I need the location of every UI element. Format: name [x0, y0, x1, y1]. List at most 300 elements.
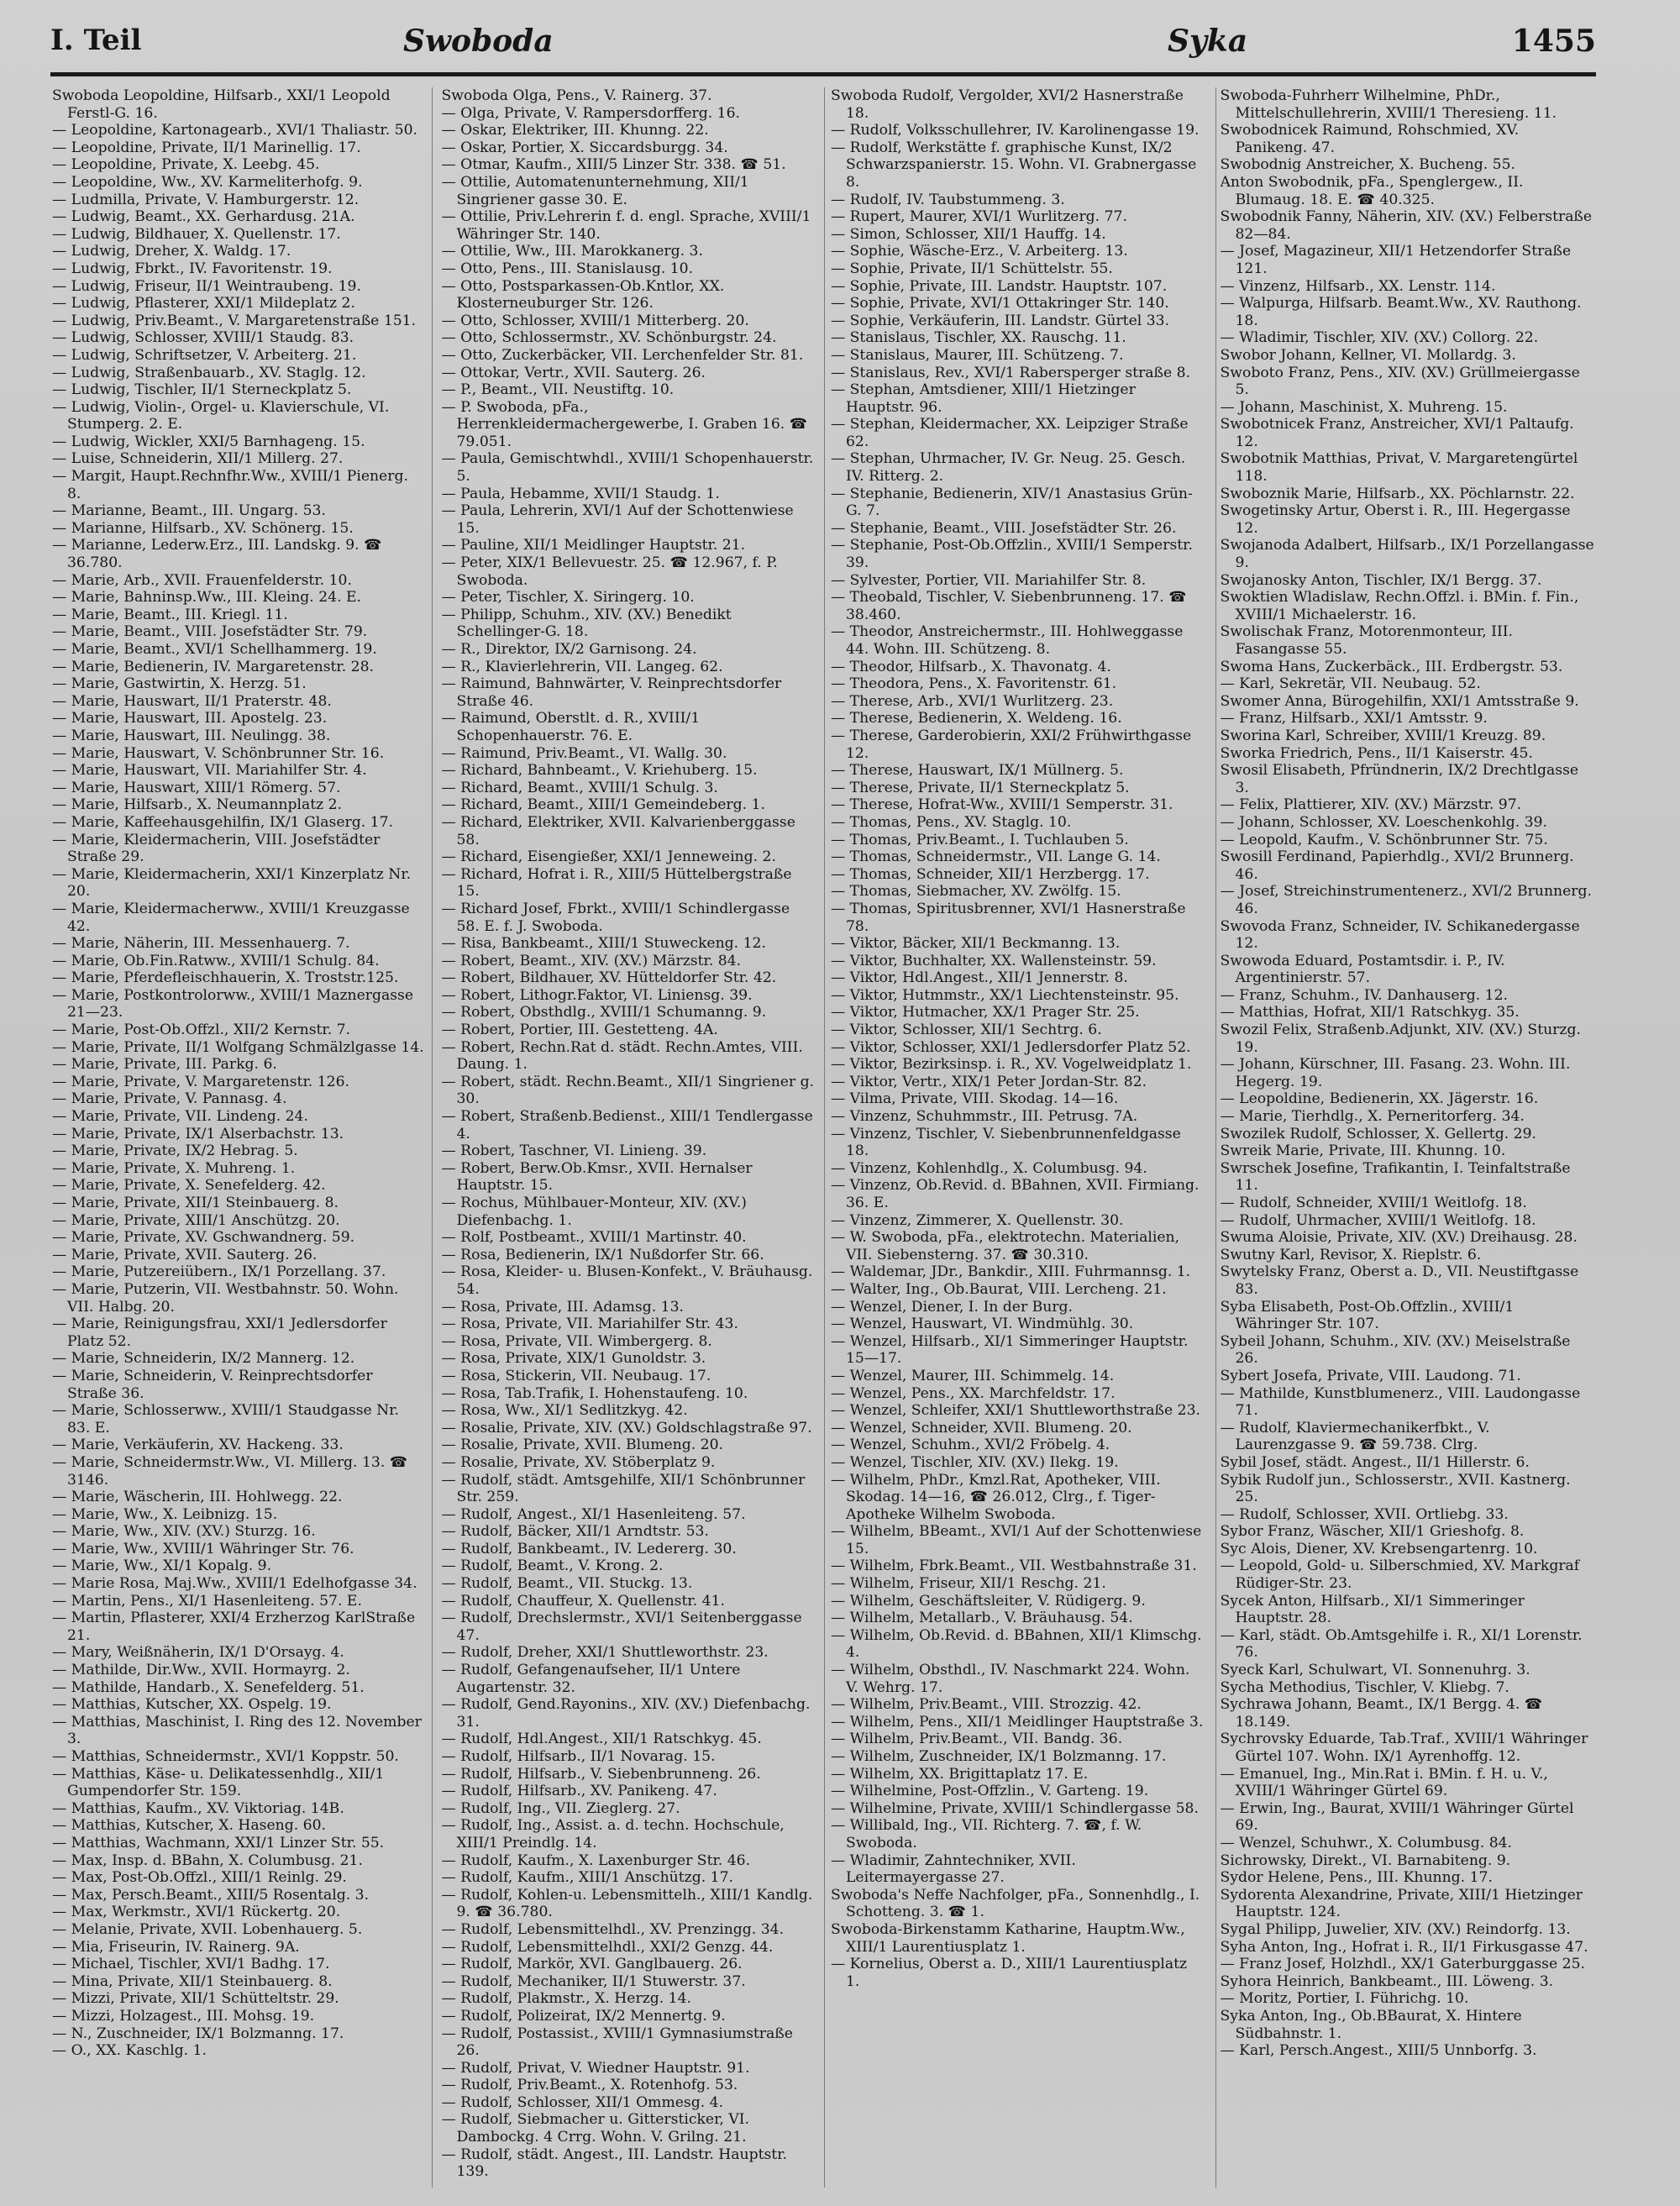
directory-entry: — Otto, Pens., III. Stanislausg. 10.: [441, 260, 694, 277]
directory-entry: — Rudolf, Hdl.Angest., XII/1 Ratschkyg. 45.: [441, 1731, 762, 1748]
directory-entry: — Matthias, Wachmann, XXI/1 Linzer Str. 55.: [52, 1834, 385, 1851]
directory-entry: — Marie, Private, X. Muhreng. 1.: [52, 1159, 296, 1177]
directory-entry: — Rosa, Ww., XI/1 Sedlitzkyg. 42.: [441, 1402, 688, 1420]
directory-entry: Swozilek Rudolf, Schlosser, X. Gellertg. 29.: [1220, 1125, 1536, 1142]
directory-entry: — Mina, Private, XII/1 Steinbauerg. 8.: [52, 1972, 333, 1990]
directory-entry: — Ludwig, Beamt., XX. Gerhardusg. 21A.: [52, 208, 355, 226]
directory-entry: — Richard, Beamt., XIII/1 Gemeindeberg. 1.: [441, 796, 765, 814]
directory-entry: — Karl, Persch.Angest., XIII/5 Unnborfg. 3.: [1220, 2042, 1537, 2060]
directory-entry: Sychrovsky Eduarde, Tab.Traf., XVIII/1 Währinger Gürtel 107. Wohn. IX/1 Ayrenhoffg. 12.: [1220, 1731, 1588, 1765]
directory-entry: — Rudolf, städt. Angest., III. Landstr. Hauptstr. 139.: [441, 2146, 788, 2181]
directory-entry: — Leopoldine, Kartonagearb., XVI/1 Thaliastr. 50.: [52, 122, 417, 139]
directory-entry: — Rudolf, IV. Taubstummeng. 3.: [831, 191, 1065, 208]
directory-entry: — Rudolf, Volksschullehrer, IV. Karolinengasse 19.: [831, 122, 1200, 139]
directory-entry: — Robert, städt. Rechn.Beamt., XII/1 Singriener g. 30.: [441, 1073, 815, 1108]
directory-entry: Sychrawa Johann, Beamt., IX/1 Bergg. 4. ☎ 18.149.: [1220, 1696, 1543, 1731]
directory-entry: — Marie, Hauswart, VII. Mariahilfer Str. 4.: [52, 762, 367, 780]
directory-entry: Swoboda Olga, Pens., V. Rainerg. 37.: [441, 87, 712, 104]
directory-entry: — Ludwig, Wickler, XXI/5 Barnhageng. 15.: [52, 433, 365, 450]
directory-entry: — R., Direktor, IX/2 Garnisong. 24.: [441, 641, 697, 658]
directory-entry: — Rudolf, Drechslermstr., XVI/1 Seitenberggasse 47.: [441, 1610, 802, 1644]
directory-entry: — Marie, Private, XII/1 Steinbauerg. 8.: [52, 1195, 339, 1211]
directory-entry: — Oskar, Elektriker, III. Khunng. 22.: [441, 122, 709, 139]
directory-entry: — Rosa, Tab.Trafik, I. Hohenstaufeng. 10.: [441, 1384, 748, 1402]
directory-entry: — Rudolf, Bankbeamt., IV. Ledererg. 30.: [441, 1540, 737, 1557]
directory-entry: — Marie, Bahninsp.Ww., III. Kleing. 24. E.: [52, 589, 362, 607]
directory-entry: — Peter, Tischler, X. Siringerg. 10.: [441, 589, 695, 607]
directory-entry: — Franz, Schuhm., IV. Danhauserg. 12.: [1220, 986, 1508, 1004]
directory-entry: Anton Swobodnik, pFa., Spenglergew., II. Blumaug. 18. E. ☎ 40.325.: [1220, 173, 1524, 208]
directory-entry: — Marie, Pferdefleischhauerin, X. Troststr.125.: [52, 969, 399, 987]
directory-entry: — Vinzenz, Schuhmmstr., III. Petrusg. 7A.: [831, 1108, 1138, 1126]
directory-entry: — Mathilde, Handarb., X. Senefelderg. 51.: [52, 1678, 365, 1696]
directory-entry: — Wilhelm, Fbrk.Beamt., VII. Westbahnstraße 31.: [831, 1557, 1197, 1575]
directory-entry: — Marie, Hauswart, V. Schönbrunner Str. 16.: [52, 744, 385, 762]
directory-entry: — Robert, Beamt., XIV. (XV.) Märzstr. 84.: [441, 952, 742, 969]
directory-entry: — Marie, Schneiderin, V. Reinprechtsdorfer Straße 36.: [52, 1367, 373, 1402]
directory-entry: — Wenzel, Maurer, III. Schimmelg. 14.: [831, 1367, 1115, 1384]
directory-entry: — Rosa, Kleider- u. Blusen-Konfekt., V. Bräuhausg. 54.: [441, 1263, 813, 1298]
directory-entry: Sycek Anton, Hilfsarb., XI/1 Simmeringer Hauptstr. 28.: [1220, 1592, 1525, 1627]
directory-entry: — Rudolf, Werkstätte f. graphische Kunst, IX/2 Schwarzspanierstr. 15. Wohn. VI. Grabnergasse 8.: [831, 139, 1197, 191]
directory-entry: — Wenzel, Tischler, XIV. (XV.) Ilekg. 19.: [831, 1453, 1119, 1471]
directory-entry: — W. Swoboda, pFa., elektrotechn. Materialien, VII. Siebensterng. 37. ☎ 30.310.: [831, 1229, 1180, 1263]
directory-entry: — Waldemar, JDr., Bankdir., XIII. Fuhrmannsg. 1.: [831, 1263, 1191, 1281]
directory-entry: — Marie, Beamt., VIII. Josefstädter Str. 79.: [52, 623, 368, 641]
directory-entry: — Ottilie, Automatenunternehmung, XII/1 Singriener gasse 30. E.: [441, 173, 749, 208]
directory-columns: [52, 87, 1594, 2188]
directory-entry: — Richard, Elektriker, XVII. Kalvarienberggasse 58.: [441, 813, 795, 848]
directory-entry: — Leopold, Gold- u. Silberschmied, XV. Markgraf Rüdiger-Str. 23.: [1220, 1557, 1580, 1593]
directory-entry: — Rudolf, Priv.Beamt., X. Rotenhofg. 53.: [441, 2077, 738, 2094]
directory-entry: — Max, Werkmstr., XVI/1 Rückertg. 20.: [52, 1904, 341, 1921]
directory-entry: — Stephanie, Bedienerin, XIV/1 Anastasius Grün-G. 7.: [831, 485, 1193, 520]
directory-entry: Swobodnig Anstreicher, X. Bucheng. 55.: [1220, 156, 1515, 174]
directory-entry: — Wilhelm, XX. Brigittaplatz 17. E.: [831, 1765, 1089, 1783]
directory-entry: — Marie, Putzerin, VII. Westbahnstr. 50. Wohn. VII. Halbg. 20.: [52, 1280, 399, 1316]
directory-entry: — Therese, Bedienerin, X. Weldeng. 16.: [831, 710, 1122, 727]
directory-entry: — Viktor, Buchhalter, XX. Wallensteinstr. 59.: [831, 952, 1157, 969]
directory-entry: — Franz Josef, Holzhdl., XX/1 Gaterburggasse 25.: [1220, 1956, 1585, 1973]
directory-entry: — Sophie, Private, XVI/1 Ottakringer Str. 140.: [831, 295, 1169, 313]
directory-entry: — Ludwig, Tischler, II/1 Sterneckplatz 5.: [52, 381, 352, 399]
directory-entry: — Robert, Lithogr.Faktor, VI. Liniensg. 39.: [441, 986, 753, 1004]
directory-entry: — P. Swoboda, pFa., Herrenkleidermachergewerbe, I. Graben 16. ☎ 79.051.: [441, 398, 808, 450]
directory-entry: — Rudolf, Lebensmittelhdl., XXI/2 Genzg. 44.: [441, 1938, 774, 1956]
directory-entry: — Marie, Ww., X. Leibnizg. 15.: [52, 1505, 278, 1523]
directory-entry: — Viktor, Hdl.Angest., XII/1 Jennerstr. 8.: [831, 969, 1128, 987]
directory-entry: — Rudolf, Beamt., V. Krong. 2.: [441, 1557, 664, 1575]
directory-entry: — Thomas, Siebmacher, XV. Zwölfg. 15.: [831, 883, 1121, 901]
directory-entry: — Rudolf, städt. Amtsgehilfe, XII/1 Schönbrunner Str. 259.: [441, 1471, 806, 1506]
directory-entry: — Marianne, Hilfsarb., XV. Schönerg. 15.: [52, 519, 354, 537]
directory-entry: — Rosa, Private, VII. Mariahilfer Str. 43.: [441, 1316, 738, 1333]
directory-entry: — Stephan, Uhrmacher, IV. Gr. Neug. 25. Gesch. IV. Ritterg. 2.: [831, 450, 1186, 486]
directory-entry: — Wilhelm, Zuschneider, IX/1 Bolzmanng. 17.: [831, 1748, 1167, 1765]
directory-entry: — Wenzel, Hauswart, VI. Windmühlg. 30.: [831, 1316, 1134, 1333]
directory-entry: — Ludwig, Bildhauer, X. Quellenstr. 17.: [52, 225, 341, 243]
directory-entry: Swobodnicek Raimund, Rohschmied, XV. Panikeng. 47.: [1220, 122, 1520, 156]
directory-entry: — Matthias, Hofrat, XII/1 Ratschkyg. 35.: [1220, 1004, 1520, 1022]
directory-entry: — Wenzel, Diener, I. In der Burg.: [831, 1298, 1074, 1316]
directory-entry: — Paula, Lehrerin, XVI/1 Auf der Schottenwiese 15.: [441, 502, 794, 537]
directory-entry: — Rudolf, Kaufm., XIII/1 Anschützg. 17.: [441, 1869, 733, 1887]
directory-entry: — Rudolf, Uhrmacher, XVIII/1 Weitlofg. 18.: [1220, 1211, 1536, 1229]
directory-entry: — Marie, Schneidermstr.Ww., VI. Millerg. 13. ☎ 3146.: [52, 1453, 408, 1489]
directory-entry: Sydor Helene, Pens., III. Khunng. 17.: [1220, 1869, 1493, 1887]
directory-entry: — Wilhelm, Priv.Beamt., VII. Bandg. 36.: [831, 1731, 1123, 1748]
directory-entry: Sybor Franz, Wäscher, XII/1 Grieshofg. 8.: [1220, 1523, 1525, 1541]
directory-entry: — Willibald, Ing., VII. Richterg. 7. ☎, f. W. Swoboda.: [831, 1817, 1142, 1851]
directory-entry: — Marie, Kaffeehausgehilfin, IX/1 Glaserg. 17.: [52, 813, 394, 831]
directory-entry: — Rosa, Bedienerin, IX/1 Nußdorfer Str. 66.: [441, 1246, 764, 1263]
directory-entry: — Moritz, Portier, I. Führichg. 10.: [1220, 1990, 1469, 2008]
directory-entry: — Ludwig, Schlosser, XVIII/1 Staudg. 83.: [52, 329, 354, 347]
directory-entry: — Marie, Näherin, III. Messenhauerg. 7.: [52, 935, 350, 953]
directory-entry: — Otto, Postsparkassen-Ob.Kntlor, XX. Klosterneuburger Str. 126.: [441, 277, 725, 313]
directory-entry: — Mary, Weißnäherin, IX/1 D'Orsayg. 4.: [52, 1644, 344, 1662]
directory-entry: — Richard, Bahnbeamt., V. Kriehuberg. 15.: [441, 762, 758, 780]
directory-entry: Swoboda Rudolf, Vergolder, XVI/2 Hasnerstraße 18.: [831, 87, 1184, 122]
directory-entry: — Max, Post-Ob.Offzl., XIII/1 Reinlg. 29.: [52, 1869, 347, 1887]
directory-entry: — Marie, Hilfsarb., X. Neumannplatz 2.: [52, 796, 343, 814]
directory-entry: — Marie, Private, III. Parkg. 6.: [52, 1056, 277, 1074]
directory-entry: — Risa, Bankbeamt., XIII/1 Stuweckeng. 12.: [441, 935, 766, 953]
directory-entry: — Raimund, Bahnwärter, V. Reinprechtsdorfer Straße 46.: [441, 675, 782, 710]
directory-entry: — Simon, Schlosser, XII/1 Hauffg. 14.: [831, 225, 1106, 243]
directory-entry: Syka Anton, Ing., Ob.BBaurat, X. Hintere Südbahnstr. 1.: [1220, 2007, 1522, 2042]
directory-entry: — Marianne, Lederw.Erz., III. Landskg. 9. ☎ 36.780.: [52, 537, 382, 572]
directory-entry: — Therese, Arb., XVI/1 Wurlitzerg. 23.: [831, 692, 1114, 710]
directory-entry: — Robert, Straßenb.Bedienst., XIII/1 Tendlergasse 4.: [441, 1108, 813, 1142]
directory-entry: Sygal Philipp, Juwelier, XIV. (XV.) Reindorfg. 13.: [1220, 1920, 1571, 1938]
directory-entry: — Martin, Pens., XI/1 Hasenleiteng. 57. E.: [52, 1592, 362, 1610]
directory-entry: — Rudolf, Siebmacher u. Gittersticker, VI. Dambockg. 4 Crrg. Wohn. V. Grilng. 21.: [441, 2111, 749, 2146]
directory-entry: — Otto, Schlossermstr., XV. Schönburgstr. 24.: [441, 329, 777, 347]
directory-entry: Swobotnik Matthias, Privat, V. Margaretengürtel 118.: [1220, 450, 1578, 486]
directory-entry: — Rudolf, Schlosser, XII/1 Ommesg. 4.: [441, 2093, 724, 2111]
directory-entry: — Josef, Magazineur, XII/1 Hetzendorfer Straße 121.: [1220, 243, 1572, 277]
directory-entry: — Thomas, Priv.Beamt., I. Tuchlauben 5.: [831, 831, 1129, 848]
directory-entry: — Marie, Post-Ob.Offzl., XII/2 Kernstr. 7.: [52, 1022, 351, 1039]
directory-entry: — Marie, Private, X. Senefelderg. 42.: [52, 1177, 326, 1195]
directory-entry: — Marie, Private, XV. Gschwandnerg. 59.: [52, 1229, 355, 1247]
directory-entry: — Oskar, Portier, X. Siccardsburgg. 34.: [441, 139, 728, 156]
directory-entry: — Marie, Ww., XI/1 Kopalg. 9.: [52, 1557, 272, 1575]
directory-entry: — Therese, Garderobierin, XXI/2 Frühwirthgasse 12.: [831, 727, 1192, 762]
directory-entry: — Rosa, Private, XIX/1 Gunoldstr. 3.: [441, 1350, 706, 1368]
directory-entry: — Marie, Bedienerin, IV. Margaretenstr. 28.: [52, 658, 375, 675]
directory-entry: — Marie, Kleidermacherin, XXI/1 Kinzerplatz Nr. 20.: [52, 865, 412, 901]
directory-entry: — Rudolf, Schlosser, XVII. Ortliebg. 33.: [1220, 1505, 1509, 1523]
directory-entry: — Marie, Reinigungsfrau, XXI/1 Jedlersdorfer Platz 52.: [52, 1316, 387, 1350]
directory-entry: Syhora Heinrich, Bankbeamt., III. Löweng. 3.: [1220, 1972, 1554, 1990]
directory-entry: — Sophie, Private, III. Landstr. Hauptstr. 107.: [831, 277, 1168, 295]
directory-entry: — Theobald, Tischler, V. Siebenbrunneng. 17. ☎ 38.460.: [831, 589, 1187, 623]
directory-entry: — Sophie, Private, II/1 Schüttelstr. 55.: [831, 260, 1113, 277]
directory-entry: — P., Beamt., VII. Neustiftg. 10.: [441, 381, 675, 399]
directory-entry: — N., Zuschneider, IX/1 Bolzmanng. 17.: [52, 2025, 344, 2042]
directory-entry: — Rosalie, Private, XVII. Blumeng. 20.: [441, 1437, 723, 1454]
column-1: [52, 87, 427, 2188]
directory-entry: — Ottokar, Vertr., XVII. Sauterg. 26.: [441, 364, 706, 381]
directory-entry: — Richard Josef, Fbrkt., XVIII/1 Schindlergasse 58. E. f. J. Swoboda.: [441, 900, 790, 935]
directory-entry: Sybeil Johann, Schuhm., XIV. (XV.) Meiselstraße 26.: [1220, 1332, 1571, 1368]
directory-entry: — Wilhelm, Metallarb., V. Bräuhausg. 54.: [831, 1610, 1133, 1627]
directory-entry: — Walter, Ing., Ob.Baurat, VIII. Lercheng. 21.: [831, 1280, 1167, 1298]
directory-entry: — Rolf, Postbeamt., XVIII/1 Martinstr. 40.: [441, 1229, 747, 1247]
directory-entry: — Marie, Ob.Fin.Ratww., XVIII/1 Schulg. 84.: [52, 952, 380, 969]
directory-entry: Syc Alois, Diener, XV. Krebsengartenrg. 10.: [1220, 1540, 1538, 1557]
directory-entry: — Rudolf, Klaviermechanikerfbkt., V. Laurenzgasse 9. ☎ 59.738. Clrg.: [1220, 1419, 1490, 1454]
header-rule: [50, 72, 1596, 76]
directory-entry: — Leopold, Kaufm., V. Schönbrunner Str. 75.: [1220, 831, 1548, 848]
directory-entry: — Rosalie, Private, XV. Stöberplatz 9.: [441, 1453, 716, 1471]
directory-entry: — Rudolf, Hilfsarb., V. Siebenbrunneng. 26.: [441, 1765, 761, 1783]
directory-entry: — Franz, Hilfsarb., XXI/1 Amtsstr. 9.: [1220, 710, 1488, 727]
directory-entry: — Marie, Private, II/1 Wolfgang Schmälzlgasse 14.: [52, 1038, 424, 1056]
directory-entry: Swojanoda Adalbert, Hilfsarb., IX/1 Porzellangasse 9.: [1220, 537, 1594, 572]
directory-entry: — Rudolf, Polizeirat, IX/2 Mennertg. 9.: [441, 2007, 726, 2025]
directory-entry: Swovoda Franz, Schneider, IV. Schikanedergasse 12.: [1220, 917, 1580, 953]
column-2: [442, 87, 816, 2188]
directory-entry: — Leopoldine, Bedienerin, XX. Jägerstr. 16.: [1220, 1090, 1539, 1108]
directory-entry: — Marie, Kleidermacherin, VIII. Josefstädter Straße 29.: [52, 831, 381, 866]
directory-entry: — Rudolf, Hilfsarb., XV. Panikeng. 47.: [441, 1783, 717, 1800]
directory-entry: — Marie, Private, VII. Lindeng. 24.: [52, 1108, 308, 1126]
directory-entry: — Ludwig, Fbrkt., IV. Favoritenstr. 19.: [52, 260, 333, 277]
directory-entry: — Therese, Private, II/1 Sterneckplatz 5.: [831, 779, 1130, 796]
directory-entry: — Marie, Postkontrolorww., XVIII/1 Maznergasse 21—23.: [52, 986, 414, 1022]
directory-entry: — Marie, Hauswart, II/1 Praterstr. 48.: [52, 692, 332, 710]
directory-entry: — Michael, Tischler, XVI/1 Badhg. 17.: [52, 1956, 330, 1973]
directory-entry: — Rudolf, Hilfsarb., II/1 Novarag. 15.: [441, 1748, 716, 1765]
directory-entry: — Marie Rosa, Maj.Ww., XVIII/1 Edelhofgasse 34.: [52, 1575, 417, 1593]
directory-entry: — Rudolf, Markör, XVI. Ganglbauerg. 26.: [441, 1956, 743, 1973]
directory-entry: — Leopoldine, Private, X. Leebg. 45.: [52, 156, 320, 174]
directory-entry: — Stanislaus, Rev., XVI/1 Rabersperger straße 8.: [831, 364, 1191, 381]
part-label: I. Teil: [50, 24, 142, 57]
directory-entry: — Stephanie, Post-Ob.Offzlin., XVIII/1 Semperstr. 39.: [831, 537, 1193, 572]
directory-entry: Swobodnik Fanny, Näherin, XIV. (XV.) Felberstraße 82—84.: [1220, 208, 1593, 243]
directory-entry: — Marie, Private, XIII/1 Anschützg. 20.: [52, 1211, 340, 1229]
directory-entry: — Otto, Schlosser, XVIII/1 Mitterberg. 20.: [441, 312, 749, 329]
directory-entry: Sichrowsky, Direkt., VI. Barnabiteng. 9.: [1220, 1851, 1511, 1869]
directory-entry: Sybil Josef, städt. Angest., II/1 Hillerstr. 6.: [1220, 1453, 1530, 1471]
directory-entry: — Stanislaus, Maurer, III. Schützeng. 7.: [831, 346, 1124, 364]
directory-entry: — Mathilde, Kunstblumenerz., VIII. Laudongasse 71.: [1220, 1384, 1581, 1420]
directory-entry: — Wilhelm, Obsthdl., IV. Naschmarkt 224. Wohn. V. Wehrg. 17.: [831, 1662, 1190, 1696]
directory-entry: — Rosalie, Private, XIV. (XV.) Goldschlagstraße 97.: [441, 1419, 812, 1437]
directory-entry: — Leopoldine, Ww., XV. Karmeliterhofg. 9.: [52, 173, 363, 191]
directory-entry: — Wilhelm, BBeamt., XVI/1 Auf der Schottenwiese 15.: [831, 1523, 1202, 1557]
directory-entry: — Paula, Hebamme, XVII/1 Staudg. 1.: [441, 485, 720, 502]
directory-entry: — Marie, Beamt., III. Kriegl. 11.: [52, 606, 288, 623]
directory-entry: — Rochus, Mühlbauer-Monteur, XIV. (XV.) Diefenbachg. 1.: [441, 1195, 747, 1229]
directory-entry: — Wladimir, Tischler, XIV. (XV.) Collorg. 22.: [1220, 329, 1539, 347]
directory-entry: — Vinzenz, Kohlenhdlg., X. Columbusg. 94.: [831, 1159, 1147, 1177]
directory-entry: — Otto, Zuckerbäcker, VII. Lerchenfelder Str. 81.: [441, 346, 804, 364]
directory-entry: — Marie, Hauswart, III. Apostelg. 23.: [52, 710, 328, 727]
directory-entry: — Matthias, Schneidermstr., XVI/1 Koppstr. 50.: [52, 1748, 399, 1765]
directory-entry: Swogetinsky Artur, Oberst i. R., III. Hegergasse 12.: [1220, 502, 1571, 537]
directory-entry: — Richard, Hofrat i. R., XIII/5 Hüttelbergstraße 15.: [441, 865, 792, 901]
directory-entry: — Wenzel, Schuhwr., X. Columbusg. 84.: [1220, 1834, 1513, 1851]
directory-entry: — Thomas, Pens., XV. Staglg. 10.: [831, 813, 1072, 831]
directory-entry: — Marie, Ww., XIV. (XV.) Sturzg. 16.: [52, 1523, 316, 1541]
directory-entry: — Rudolf, Ing., Assist. a. d. techn. Hochschule, XIII/1 Preindlg. 14.: [441, 1817, 785, 1851]
directory-entry: Swosil Elisabeth, Pfründnerin, IX/2 Drechtlgasse 3.: [1220, 762, 1579, 796]
directory-entry: — Viktor, Hutmmstr., XX/1 Liechtensteinstr. 95.: [831, 986, 1179, 1004]
directory-entry: — Luise, Schneiderin, XII/1 Millerg. 27.: [52, 450, 344, 468]
directory-entry: — Philipp, Schuhm., XIV. (XV.) Benedikt Schellinger-G. 18.: [441, 606, 732, 641]
directory-entry: — Stanislaus, Tischler, XX. Rauschg. 11.: [831, 329, 1126, 347]
directory-entry: — Felix, Plattierer, XIV. (XV.) Märzstr. 97.: [1220, 796, 1522, 814]
directory-entry: — Rosa, Private, VII. Wimbergerg. 8.: [441, 1332, 712, 1350]
directory-entry: — Rudolf, Schneider, XVIII/1 Weitlofg. 18.: [1220, 1195, 1527, 1211]
directory-entry: — Marie, Private, IX/2 Hebrag. 5.: [52, 1142, 298, 1160]
directory-entry: — Wilhelmine, Post-Offzlin., V. Garteng. 19.: [831, 1783, 1149, 1800]
directory-entry: — Ludwig, Pflasterer, XXI/1 Mildeplatz 2.: [52, 295, 355, 313]
directory-entry: — Rudolf, Angest., XI/1 Hasenleiteng. 57.: [441, 1505, 746, 1523]
directory-entry: — Marie, Putzereiübern., IX/1 Porzellang. 37.: [52, 1263, 386, 1281]
directory-entry: — Marie, Private, V. Margaretenstr. 126.: [52, 1073, 349, 1090]
directory-entry: — Marie, Verkäuferin, XV. Hackeng. 33.: [52, 1437, 344, 1454]
directory-entry: — Marie, Arb., XVII. Frauenfelderstr. 10.: [52, 571, 352, 589]
directory-entry: Swutny Karl, Revisor, X. Rieplstr. 6.: [1220, 1246, 1482, 1263]
directory-entry: — Rudolf, Gend.Rayonins., XIV. (XV.) Diefenbachg. 31.: [441, 1696, 811, 1731]
directory-entry: Swoboda's Neffe Nachfolger, pFa., Sonnenhdlg., I. Schotteng. 3. ☎ 1.: [831, 1886, 1200, 1921]
directory-entry: — Sophie, Verkäuferin, III. Landstr. Gürtel 33.: [831, 312, 1170, 329]
directory-entry: — Rudolf, Lebensmittelhdl., XV. Prenzingg. 34.: [441, 1920, 785, 1938]
first-entry-name: Swoboda: [403, 24, 554, 59]
directory-entry: — Wladimir, Zahntechniker, XVII. Leitermayergasse 27.: [831, 1851, 1076, 1887]
directory-entry: Sworka Friedrich, Pens., II/1 Kaiserstr. 45.: [1220, 744, 1533, 762]
directory-entry: — Richard, Eisengießer, XXI/1 Jenneweing. 2.: [441, 848, 776, 866]
directory-entry: — Robert, Rechn.Rat d. städt. Rechn.Amtes, VIII. Daung. 1.: [441, 1038, 803, 1074]
directory-entry: — Johann, Kürschner, III. Fasang. 23. Wohn. III. Hegerg. 19.: [1220, 1056, 1571, 1090]
directory-entry: Swuma Aloisie, Private, XIV. (XV.) Dreihausg. 28.: [1220, 1229, 1578, 1247]
directory-entry: — Wilhelm, Ob.Revid. d. BBahnen, XII/1 Klimschg. 4.: [831, 1626, 1202, 1662]
directory-entry: — Ludmilla, Private, V. Hamburgerstr. 12.: [52, 191, 360, 208]
directory-entry: — Leopoldine, Private, II/1 Marinellig. 17.: [52, 139, 361, 156]
directory-entry: — Robert, Obsthdlg., XVIII/1 Schumanng. 9.: [441, 1004, 767, 1022]
directory-entry: — Viktor, Schlosser, XII/1 Sechtrg. 6.: [831, 1022, 1102, 1039]
directory-entry: — Johann, Maschinist, X. Muhreng. 15.: [1220, 398, 1508, 416]
directory-entry: — Paula, Gemischtwhdl., XVIII/1 Schopenhauerstr. 5.: [441, 450, 814, 486]
directory-entry: — Marie, Gastwirtin, X. Herzg. 51.: [52, 675, 307, 693]
directory-entry: — Stephanie, Beamt., VIII. Josefstädter Str. 26.: [831, 519, 1177, 537]
directory-entry: — Mizzi, Private, XII/1 Schütteltstr. 29.: [52, 1990, 339, 2008]
directory-entry: — Matthias, Kutscher, X. Haseng. 60.: [52, 1817, 326, 1835]
directory-entry: — Pauline, XII/1 Meidlinger Hauptstr. 21.: [441, 537, 746, 554]
directory-entry: — Ludwig, Dreher, X. Waldg. 17.: [52, 243, 291, 260]
directory-entry: — Martin, Pflasterer, XXI/4 Erzherzog KarlStraße 21.: [52, 1610, 416, 1644]
directory-entry: — Raimund, Oberstlt. d. R., XVIII/1 Schopenhauerstr. 76. E.: [441, 710, 701, 744]
directory-entry: — Otmar, Kaufm., XIII/5 Linzer Str. 338. ☎ 51.: [441, 156, 786, 174]
directory-entry: — Max, Insp. d. BBahn, X. Columbusg. 21.: [52, 1851, 363, 1869]
directory-entry: — Rudolf, Privat, V. Wiedner Hauptstr. 91.: [441, 2059, 750, 2077]
directory-entry: Syha Anton, Ing., Hofrat i. R., II/1 Firkusgasse 47.: [1220, 1938, 1588, 1956]
directory-entry: — Rudolf, Mechaniker, II/1 Stuwerstr. 37.: [441, 1972, 746, 1990]
directory-entry: — Wilhelm, Geschäftsleiter, V. Rüdigerg. 9.: [831, 1592, 1146, 1610]
directory-entry: — Vinzenz, Zimmerer, X. Quellenstr. 30.: [831, 1211, 1124, 1229]
directory-entry: — Marie, Beamt., XVI/1 Schellhammerg. 19.: [52, 641, 377, 658]
directory-entry: — Marie, Schneiderin, IX/2 Mannerg. 12.: [52, 1350, 355, 1368]
directory-entry: Swoboznik Marie, Hilfsarb., XX. Pöchlarnstr. 22.: [1220, 485, 1575, 502]
directory-entry: — Thomas, Schneidermstr., VII. Lange G. 14.: [831, 848, 1161, 866]
directory-entry: — Viktor, Bäcker, XII/1 Beckmanng. 13.: [831, 935, 1121, 953]
directory-entry: Swreik Marie, Private, III. Khunng. 10.: [1220, 1142, 1506, 1160]
page-header: [50, 24, 1596, 66]
directory-entry: Swowoda Eduard, Postamtsdir. i. P., IV. Argentinierstr. 57.: [1220, 952, 1505, 987]
directory-entry: — Marie, Private, XVII. Sauterg. 26.: [52, 1246, 318, 1263]
directory-entry: — Wenzel, Schneider, XVII. Blumeng. 20.: [831, 1419, 1132, 1437]
directory-entry: — Wilhelm, Pens., XII/1 Meidlinger Hauptstraße 3.: [831, 1713, 1204, 1731]
directory-entry: Swojanosky Anton, Tischler, IX/1 Bergg. 37.: [1220, 571, 1542, 589]
directory-entry: Swozil Felix, Straßenb.Adjunkt, XIV. (XV.) Sturzg. 19.: [1220, 1022, 1581, 1056]
column-3: [831, 87, 1205, 2188]
directory-entry: — Matthias, Käse- u. Delikatessenhdlg., XII/1 Gumpendorfer Str. 159.: [52, 1765, 385, 1800]
directory-entry: — Viktor, Bezirksinsp. i. R., XV. Vogelweidplatz 1.: [831, 1056, 1192, 1074]
directory-entry: — Matthias, Kaufm., XV. Viktoriag. 14B.: [52, 1799, 344, 1817]
directory-entry: — Theodor, Hilfsarb., X. Thavonatg. 4.: [831, 658, 1111, 675]
directory-entry: — Wenzel, Pens., XX. Marchfeldstr. 17.: [831, 1384, 1116, 1402]
directory-entry: — Max, Persch.Beamt., XIII/5 Rosentalg. 3.: [52, 1886, 370, 1904]
directory-entry: — Marie, Hauswart, III. Neulingg. 38.: [52, 727, 331, 744]
directory-entry: Sworina Karl, Schreiber, XVIII/1 Kreuzg. 89.: [1220, 727, 1546, 744]
directory-entry: — Rudolf, Beamt., VII. Stuckg. 13.: [441, 1575, 693, 1593]
directory-entry: Sydorenta Alexandrine, Private, XIII/1 Hietzinger Hauptstr. 124.: [1220, 1886, 1583, 1921]
directory-entry: — Robert, Taschner, VI. Linieng. 39.: [441, 1142, 707, 1160]
directory-entry: Swoktien Wladislaw, Rechn.Offzl. i. BMin. f. Fin., XVIII/1 Michaelerstr. 16.: [1220, 589, 1579, 623]
directory-entry: — Robert, Berw.Ob.Kmsr., XVII. Hernalser Hauptstr. 15.: [441, 1159, 753, 1195]
directory-entry: — Marie, Hauswart, XIII/1 Römerg. 57.: [52, 779, 341, 796]
directory-entry: — Sophie, Wäsche-Erz., V. Arbeiterg. 13.: [831, 243, 1128, 260]
directory-entry: — Wilhelmine, Private, XVIII/1 Schindlergasse 58.: [831, 1799, 1199, 1817]
directory-entry: — Marie, Wäscherin, III. Hohlwegg. 22.: [52, 1489, 343, 1506]
directory-entry: — Rudolf, Postassist., XVIII/1 Gymnasiumstraße 26.: [441, 2025, 793, 2060]
directory-entry: — Marie, Private, V. Pannasg. 4.: [52, 1090, 287, 1108]
directory-entry: — Johann, Schlosser, XV. Loeschenkohlg. 39.: [1220, 813, 1548, 831]
directory-entry: Swolischak Franz, Motorenmonteur, III. Fasangasse 55.: [1220, 623, 1514, 658]
directory-entry: — Rudolf, Ing., VII. Zieglerg. 27.: [441, 1799, 680, 1817]
directory-entry: — Rudolf, Kohlen-u. Lebensmittelh., XIII/1 Kandlg. 9. ☎ 36.780.: [441, 1886, 813, 1921]
directory-entry: Swosill Ferdinand, Papierhdlg., XVI/2 Brunnerg. 46.: [1220, 848, 1574, 883]
directory-entry: — Marie, Schlosserww., XVIII/1 Staudgasse Nr. 83. E.: [52, 1402, 399, 1437]
directory-entry: Swrschek Josefine, Trafikantin, I. Teinfaltstraße 11.: [1220, 1159, 1571, 1195]
directory-entry: — Wilhelm, Friseur, XII/1 Reschg. 21.: [831, 1575, 1106, 1593]
directory-entry: — Mathilde, Dir.Ww., XVII. Hormayrg. 2.: [52, 1662, 350, 1679]
directory-entry: — Wilhelm, Priv.Beamt., VIII. Strozzig. 42.: [831, 1696, 1142, 1714]
directory-entry: Syeck Karl, Schulwart, VI. Sonnenuhrg. 3.: [1220, 1662, 1530, 1679]
directory-entry: — Wenzel, Hilfsarb., XI/1 Simmeringer Hauptstr. 15—17.: [831, 1332, 1189, 1368]
directory-entry: — Stephan, Amtsdiener, XIII/1 Hietzinger Hauptstr. 96.: [831, 381, 1136, 416]
directory-entry: — Erwin, Ing., Baurat, XVIII/1 Währinger Gürtel 69.: [1220, 1799, 1574, 1835]
directory-entry: — Rupert, Maurer, XVI/1 Wurlitzerg. 77.: [831, 208, 1127, 226]
directory-entry: — Rudolf, Bäcker, XII/1 Arndtstr. 53.: [441, 1523, 709, 1541]
page-number: 1455: [1511, 24, 1596, 59]
directory-entry: — Rosa, Stickerin, VII. Neubaug. 17.: [441, 1367, 711, 1384]
directory-entry: — Viktor, Hutmacher, XX/1 Prager Str. 25.: [831, 1004, 1140, 1022]
directory-entry: Sybert Josefa, Private, VIII. Laudong. 71.: [1220, 1367, 1521, 1384]
directory-entry: — Ludwig, Violin-, Orgel- u. Klavierschule, VI. Stumperg. 2. E.: [52, 398, 390, 433]
directory-entry: Swoma Hans, Zuckerbäck., III. Erdbergstr. 53.: [1220, 658, 1563, 675]
directory-entry: — Wilhelm, PhDr., Kmzl.Rat, Apotheker, VIII. Skodag. 14—16, ☎ 26.012, Clrg., f. Tiger-Apotheke Wilhelm Swoboda.: [831, 1471, 1161, 1523]
directory-entry: Syba Elisabeth, Post-Ob.Offzlin., XVIII/1 Währinger Str. 107.: [1220, 1298, 1515, 1333]
directory-entry: — Ottilie, Ww., III. Marokkanerg. 3.: [441, 243, 703, 260]
directory-entry: — Karl, städt. Ob.Amtsgehilfe i. R., XI/1 Lorenstr. 76.: [1220, 1626, 1583, 1662]
